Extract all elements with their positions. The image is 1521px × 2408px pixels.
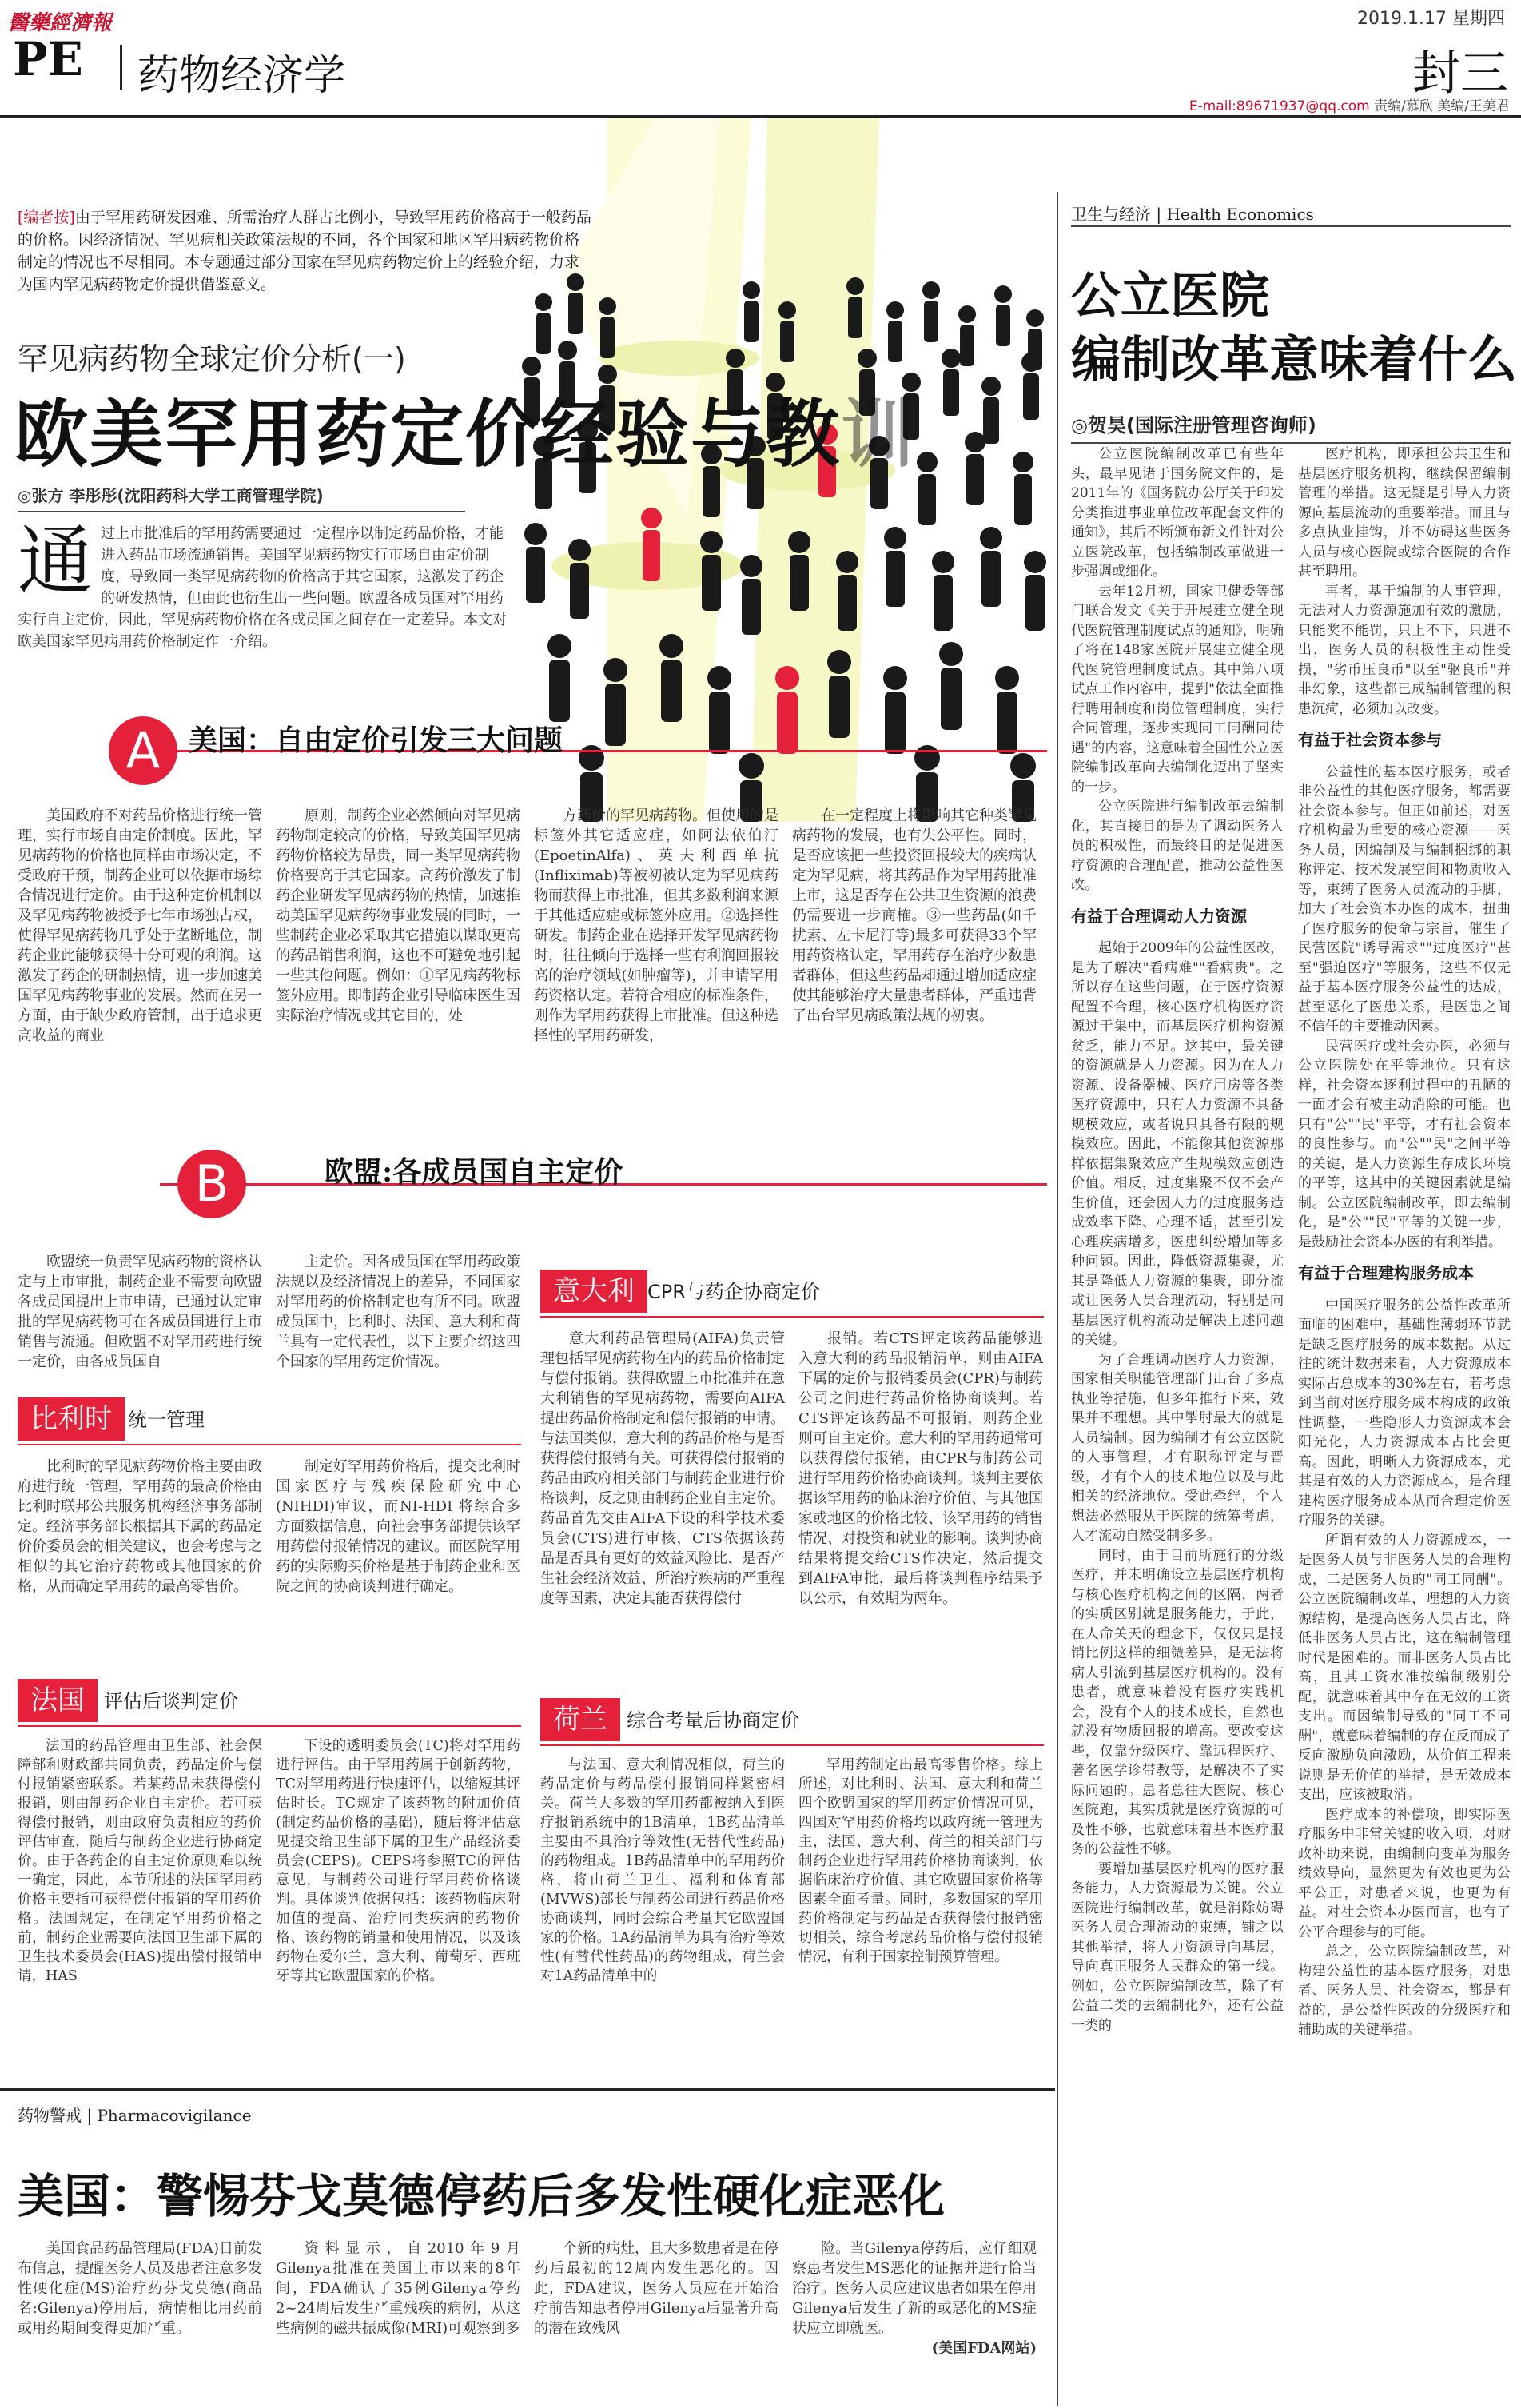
section-b-intro: 主定价。因各成员国在罕用药政策法规以及经济情况上的差异，不同国家对罕用药的价格制定也有所不同。欧盟成员国中，比利时、法国、意大利和荷兰具有一定代表性，以下主要介绍这四个国家的罕用药定价情况。 xyxy=(276,1254,520,1370)
column-divider xyxy=(1057,192,1058,2406)
bottom-col: 美国食品药品管理局(FDA)日前发布信息，提醒医务人员及患者注意多发性硬化症(MS)治疗药芬戈莫德(商品名:Gilenya)停用后，病情相比用药前或用药期间变得更加严重。 xyxy=(18,2240,262,2337)
netherlands-col: 罕用药制定出最高零售价格。综上所述，对比利时、法国、意大利和荷兰四个欧盟国家的罕用药定价情况可见，四国对罕用药价格均以政府统一管理为主，法国、意大利、荷兰的相关部门与制药企业进行罕用药价格协商谈判，依据临床治疗价值、其它欧盟国家价格等因素全面考量。同时，多数国家的罕用药价格制定与药品是否获得偿付报销密切相关，综合考虑药品价格与偿付报销情况，有利于国家控制预算管理。 xyxy=(798,1757,1043,1965)
section-name: 药物经济学 xyxy=(137,52,346,100)
issue-date: 2019.1.17 星期四 xyxy=(1357,9,1505,29)
right-section-tag: 卫生与经济 | Health Economics xyxy=(1071,205,1314,224)
bottom-article-title: 美国：警惕芬戈莫德停药后多发性硬化症恶化 xyxy=(18,2169,946,2223)
right-subhead-2: 有益于社会资本参与 xyxy=(1298,730,1442,749)
france-col: 法国的药品管理由卫生部、社会保障部和财政部共同负责，药品定价与偿付报销紧密联系。若某药品未获得偿付报销，则由制药企业自主定价。若可获得偿付报销，则由政府负责相应的药价评估审查，随后与制药企业进行协商定价。由于各药企的自主定价原则难以统一确定，因此，本节所述的法国罕用药价格主要指可获得偿付报销的罕用药价格。法国规定，在制定罕用药价格之前，制药企业需要向法国卫生部下属的卫生技术委员会(HAS)提出偿付报销申请，HAS xyxy=(18,1738,262,1984)
bottom-source: (美国FDA网站) xyxy=(931,2340,1037,2357)
italy-col: 报销。若CTS评定该药品能够进入意大利的药品报销清单，则由AIFA下属的定价与报销委员会(CPR)与制药公司之间进行药品价格协商谈判。若CTS评定该药品不可报销，则药企业则可自主定价。意大利的罕用药通常可以获得偿付报销，由CPR与制药公司进行罕用药价格协商谈判。谈判主要依据该罕用药的临床治疗价值、与其他国家或地区的价格比较、该罕用药的销售情况、对投资和就业的影响。谈判协商结果将提交给CTS作决定，然后提交到AIFA审批，最后将谈判程序结果予以公示，有效期为两年。 xyxy=(798,1330,1043,1607)
right-tag-rule xyxy=(1071,225,1511,227)
article-kicker: 罕见病药物全球定价分析(一) xyxy=(18,341,406,377)
right-col-2: 医疗机构，即承担公共卫生和基层医疗服务机构，继续保留编制管理的举措。这无疑是引导人力资源向基层流动的重要举措。而且与多点执业挂钩，并不妨碍这些医务人员与核心医院或综合医院的合作甚至聘用。 再者，基于编制的人事管理，无法对人力资源施加有效的激励，只能奖不能罚，只上不下，只进不出，医务人员的积极性主动性受损，"劣币压良币"以至"驱良币"并非幻象，这些都已成编制管理的积患沉疴，必须加以改变。 有益于社会资本参与 公益性的基本医疗服务，或者非公益性的其他医疗服务，都需要社会资本参与。但正如前述，对医疗机构最为重要的核心资源——医务人员，因编制及与编制捆绑的职称评定、技术发展空间和物质收入等，束缚了医务人员流动的手脚，加大了社会资本办医的成本，扭曲了医疗服务的使命与宗旨，催生了民营医院"诱导需求""过度医疗"甚至"强迫医疗"等服务，这些不仅无益于基本医疗服务公益性的达成，甚至恶化了医患关系，是医患之间不信任的主要推动因素。 民营医疗或社会办医，必须与公立医院处在平等地位。只有这样，社会资本逐利过程中的丑陋的一面才会有被主动消除的可能。也只有"公""民"平等，才有社会资本的良性参与。而"公""民"之间平等的关键，是人力资源生存成长环境的平等，这其中的关键因素就是编制。公立医院编制改革，即去编制化，是"公""民"平等的关键一步，是鼓励社会资本办医的有利举措。 有益于合理建构服务成本 中国医疗服务的公益性改革所面临的困难中，基础性薄弱环节就是缺乏医疗服务的成本数据。从过往的统计数据来看，人力资源成本实际占总成本的30%左右，若考虑到当前对医疗服务成本构成的政策性调整，一些隐形人力资源成本会阳光化，人力资源成本占比会更高。因此，明晰人力资源成本，尤其是有效的人力资源成本，是合理建构医疗服务成本从而合理定价医疗服务的关键。 所谓有效的人力资源成本，一是医务人员与非医务人员的合理构成，二是医务人员的"同工同酬"。公立医院编制改革，理想的人力资源结构，是提高医务人员占比，降低非医务人员占比，这在编制管理时代是困难的。而非医务人员占比高，且其工资水准按编制级别分配，就意味着其中存在无效的工资支出。而因编制导致的"同工不同酬"，就意味着编制的存在反而成了反向激励负向激励，从价值工程来说则是无价值的举措，是无效成本支出，应该被取消。 医疗成本的补偿项，即实际医疗服务中非常关键的收入项，对财政补助来说，由编制向变革为服务绩效导向，显然更为有效也更为公平公正，对患者来说，也更为有益。对社会资本办医而言，也有了公平合理参与的可能。 总之，公立医院编制改革，对构建公益性的基本医疗服务，对患者、医务人员、社会资本，都是有益的，是公益性医改的分级医疗和辅助成的关键举措。 xyxy=(1298,446,1511,2038)
article-title xyxy=(14,376,916,481)
lead-text: 过上市批准后的罕用药需要通过一定程序以制定药品价格，才能进入药品市场流通销售。美国罕见病药物实行市场自由定价制度，导致同一类罕见病药物的价格高于其它国家，这激发了药企的研发热情，但由此也衍生出一些问题。欧盟各成员国对罕用药实行自主定价，因此，罕见病药物价格在各成员国之间存在一定差异。本文对欧美国家罕见病用药价格制定作一介绍。 xyxy=(18,525,507,650)
editor-note-text: 由于罕用药研发困难、所需治疗人群占比例小，导致罕用药价格高于一般药品的价格。因经济情况、罕见病相关政策法规的不同，各个国家和地区罕用病药物价格制定的情况也不尽相同。本专题通过部分国家在罕见病药物定价上的经验介绍，力求为国内罕见病药物定价提供借鉴意义。 xyxy=(18,209,591,293)
country-label-belgium: 比利时 xyxy=(18,1397,125,1441)
france-rule xyxy=(18,1725,521,1727)
bottom-section-tag: 药物警戒 | Pharmacovigilance xyxy=(18,2106,252,2125)
bottom-col: 险。当Gilenya停药后，应仔细观察患者发生MS恶化的证据并进行恰当治疗。医务人员应建议患者如果在停用Gilenya后发生了新的或恶化的MS症状应立即就医。 (美国FDA网站) xyxy=(792,2240,1037,2357)
section-b-title: 欧盟:各成员国自主定价 xyxy=(325,1155,623,1189)
belgium-rule xyxy=(18,1444,521,1445)
italy-rule xyxy=(540,1316,1044,1318)
section-b-letter: B xyxy=(177,1150,246,1218)
section-code: PE xyxy=(13,32,83,86)
article-title-last: 训 xyxy=(841,391,917,477)
section-a-letter: A xyxy=(109,716,177,785)
bottom-col: 个新的病灶，且大多数患者是在停药后最初的12周内发生恶化的。因此，FDA建议，医务人员应在开始治疗前告知患者停用Gilenya后显著升高的潜在致残风 xyxy=(534,2240,778,2337)
belgium-col: 比利时的罕见病药物价格主要由政府进行统一管理，罕用药的最高价格由比利时联邦公共服务机构经济事务部制定。经济事务部长根据其下属的药品定价价委员会的相关建议，也会考虑与之相似的其它治疗药物或其他国家的价格，从而确定罕用药的最高零售价。 xyxy=(18,1458,262,1595)
right-article-byline: ◎贺昊(国际注册管理咨询师) xyxy=(1071,409,1511,444)
bottom-col: 资料显示，自2010年9月Gilenya批准在美国上市以来的8年间，FDA确认了35例Gilenya停药2~24周后发生严重残疾的病例，从这些病例的磁共振成像(MRI)可观察到多 xyxy=(276,2240,520,2337)
drop-cap: 通 xyxy=(18,518,94,605)
newspaper-logo: 醫藥經濟報 xyxy=(8,11,113,35)
country-label-italy: 意大利 xyxy=(540,1270,647,1313)
netherlands-rule xyxy=(540,1744,1044,1746)
right-subhead-1: 有益于合理调动人力资源 xyxy=(1071,906,1247,926)
editor-note xyxy=(18,206,593,296)
right-subhead-3: 有益于合理建构服务成本 xyxy=(1298,1263,1474,1282)
italy-col: 意大利药品管理局(AIFA)负责管理包括罕见病药物在内的药品价格制定与偿付报销。获得欧盟上市批准并在意大利销售的罕见病药物，需要向AIFA提出药品价格制定和偿付报销的申请。与法国类似，意大利的药品价格与是否获得偿付报销有关。可获得偿付报销的药品由政府相关部门与制药企业进行价格谈判，反之则由制药企业自主定价。药品首先交由AIFA下设的科学技术委员会(CTS)进行审核，CTS依据该药品是否具有更好的效益风险比、是否产生社会经济效益、所治疗疾病的严重程度等因素，决定其能否获得偿付 xyxy=(540,1330,785,1607)
contact-line xyxy=(1189,94,1510,114)
netherlands-subtitle: 综合考量后协商定价 xyxy=(627,1709,799,1732)
section-a-col: 美国政府不对药品价格进行统一管理，实行市场自由定价制度。因此，罕见病药物的价格也同样由市场决定，不受政府干预，制药企业可以依据市场综合情况进行定价。由于这种定价机制以及罕见病药物被授予七年市场独占权，使得罕见病药物几乎处于垄断地位，制药企业此能够获得十分可观的利润。这激发了药企的研制热情，进一步加速美国罕见病药物事业的发展。然而在另一方面，由于缺少政府管制，出于追求更高收益的商业 xyxy=(18,807,262,1044)
section-b-intro: 欧盟统一负责罕见病药物的资格认定与上市审批，制药企业不需要向欧盟各成员国提出上市申请，已通过认定审批的罕见病药物可在各成员国进行上市销售与流通。但欧盟不对罕用药进行统一定价，由各成员国自 xyxy=(18,1254,262,1370)
country-label-france: 法国 xyxy=(18,1679,98,1722)
bottom-rule xyxy=(0,2088,1055,2091)
header-divider xyxy=(120,45,122,90)
article-lead xyxy=(18,518,513,652)
editor-note-tag: [编者按] xyxy=(18,209,75,226)
editors-credit: 责编/慕欣 美编/王美君 xyxy=(1374,98,1510,114)
france-subtitle: 评估后谈判定价 xyxy=(104,1690,238,1712)
france-col: 下设的透明委员会(TC)将对罕用药进行评估。由于罕用药属于创新药物，TC对罕用药进行快速评估，以缩短其评估时长。TC规定了该药物的附加价值(制定药品价格的基础)，随后将评估意见提交给卫生部下属的卫生产品经济委员会(CEPS)。CEPS将参照TC的评估意见，与制药公司进行罕用药价格谈判。具体谈判依据包括：该药物临床附加值的提高、治疗同类疾病的药物价格、该药物的销量和使用情况，以及该药物在爱尔兰、意大利、葡萄牙、西班牙等其它欧盟国家的价格。 xyxy=(276,1738,520,1984)
section-a-title: 美国：自由定价引发三大问题 xyxy=(189,724,563,757)
italy-subtitle: CPR与药企协商定价 xyxy=(647,1281,820,1303)
section-a-col: 原则，制药企业必然倾向对罕见病药物制定较高的价格，导致美国罕见病药物价格较为昂贵，同一类罕见病药物价格要高于其它国家。高药价激发了制药企业研发罕见病药物的热情，加速推动美国罕见病药物事业发展的同时，一些制药企业必采取其它措施以谋取更高的药品销售利润，这也不可避免地引起一些其他问题。例如：①罕见病药物标签外应用。即制药企业引导临床医生因实际治疗情况或其它目的，处 xyxy=(276,807,520,1024)
netherlands-col: 与法国、意大利情况相似，荷兰的药品定价与药品偿付报销同样紧密相关。荷兰大多数的罕用药都被纳入到医疗报销系统中的1B清单，1B药品清单主要由不具治疗等效性(无替代性药品)的药物组成。1B药品清单中的罕用药价格，将由荷兰卫生、福利和体育部(MVWS)部长与制药公司进行药品价格协商谈判，同时会综合考量其它欧盟国家的价格。1A药品清单为具有治疗等效性(有替代性药品)的药物组成，荷兰会对1A药品清单中的 xyxy=(540,1757,785,1984)
section-a-col: 方药价的罕见病药物。但使用的是标签外其它适应症，如阿法依伯汀(EpoetinAlfa)、英夫利西单抗(Infliximab)等被初被认定为罕见病药物而获得上市批准，但其多数利润来源于其他适应症或标签外应用。②选择性研发。制药企业在选择开发罕见病药物时，往往倾向于选择一些有利润回报较高的治疗领域(如肿瘤等)，并申请罕用药资格认定。若符合相应的标准条件，则作为罕用药获得上市批准。但这种选择性的罕用药研发， xyxy=(534,807,778,1044)
belgium-subtitle: 统一管理 xyxy=(128,1409,205,1431)
article-byline: ◎张方 李彤彤(沈阳药科大学工商管理学院) xyxy=(18,483,465,512)
right-article-title: 公立医院 编制改革意味着什么 xyxy=(1071,266,1518,389)
article-title-main: 欧美罕用药定价经验与教 xyxy=(14,391,842,477)
country-label-netherlands: 荷兰 xyxy=(540,1698,620,1741)
page-name: 封三 xyxy=(1412,46,1508,102)
right-col-1: 公立医院编制改革已有些年头，最早见诸于国务院文件的，是2011年的《国务院办公厅关于印发分类推进事业单位改革配套文件的通知》，其后不断颁布新文件针对公立医院改革，包括编制改革做进一步强调或细化。 去年12月初，国家卫健委等部门联合发文《关于开展建立健全现代医院管理制度试点的通知》，明确了将在148家医院开展建立健全现代医院管理制度试点。其中第八项试点工作内容中，提到"依法全面推行聘用制度和岗位管理制度，实行合同管理，逐步实现同工同酬同待遇"的内容，这意味着全国性公立医院编制改革向去编制化迈出了坚实的一步。 公立医院进行编制改革去编制化，其直接目的是为了调动医务人员的积极性，而最终目的是促进医疗资源的合理配置，推动公益性医改。 有益于合理调动人力资源 起始于2009年的公益性医改，是为了解决"看病难""看病贵"。之所以存在这些问题，在于医疗资源配置不合理，核心医疗机构医疗资源过于集中，而基层医疗机构资源贫乏，能力不足。这其中，最关键的资源就是人力资源。因为在人力资源、设备器械、医疗用房等各类医疗资源中，只有人力资源不具备规模效应，或者说只具备有限的规模效应。因此，不能像其他资源那样依据集聚效应产生规模效应创造价值。相反，过度集聚不仅不会产生价值，还会因人力的过度服务造成效率下降、心理不适，甚至引发心理疾病增多，医患纠纷增加等多种问题。因此，降低资源集聚，尤其是降低人力资源的集聚，即分流或让医务人员合理流动，特别是向基层医疗机构流动是解决上述问题的关键。 为了合理调动医疗人力资源，国家相关职能管理部门出台了多点执业等措施，但多年推行下来，效果并不理想。其中掣肘最大的就是人员编制。因为编制才有公立医院的人事管理，才有职称评定与晋级，才有个人的技术地位以及与此相关的经济地位。受此牵绊，个人想法必然服从于医院的统筹考虑，人才流动自然受制多多。 同时，由于目前所施行的分级医疗，并未明确设立基层医疗机构与核心医疗机构之间的区隔，两者的实质区别就是服务能力，于此，在人命关天的理念下，仅仅只是报销比例这样的细微差异，是无法将病人引流到基层医疗机构的。没有患者，就意味着没有医疗实践机会，没有个人的技术成长，自然也就没有物质回报的增高。要改变这些，仅靠分级医疗、靠远程医疗、著名医学诊带教等，是解决不了实际问题的。患者总往大医院、核心医院跑，其实质就是医疗资源的可及性不够，也就意味着基本医疗服务的公益性不够。 要增加基层医疗机构的医疗服务能力，人力资源最为关键。公立医院进行编制改革，就是消除妨碍医务人员合理流动的束缚，铺之以其他举措，将人力资源导向基层，导向真正服务人民群众的第一线。例如，公立医院编制改革，除了有公益二类的去编制化外，还有公益一类的 xyxy=(1071,446,1284,2034)
section-a-col: 在一定程度上将影响其它种类罕见病药物的发展，也有失公平性。同时，是否应该把一些投资回报较大的疾病认定为罕见病，将其药品作为罕用药批准上市，这是否存在公共卫生资源的浪费仍需要进一步商榷。③一些药品(如千扰素、左卡尼汀等)最多可获得33个罕用药资格认定，罕用药存在治疗少数患者群体，但这些药品却通过增加适应症使其能够治疗大量患者群体，严重违背了出台罕见病政策法规的初衷。 xyxy=(792,807,1037,1024)
email-link[interactable]: E-mail:89671937@qq.com xyxy=(1189,98,1370,114)
belgium-col: 制定好罕用药价格后，提交比利时国家医疗与残疾保险研究中心(NIHDI)审议，而NI-HDI 将综合多方面数据信息，向社会事务部提供该罕用药偿付报销情况的建议。而医院罕用药的实际购买价格是基于制药企业和医院之间的协商谈判进行确定。 xyxy=(276,1458,520,1595)
